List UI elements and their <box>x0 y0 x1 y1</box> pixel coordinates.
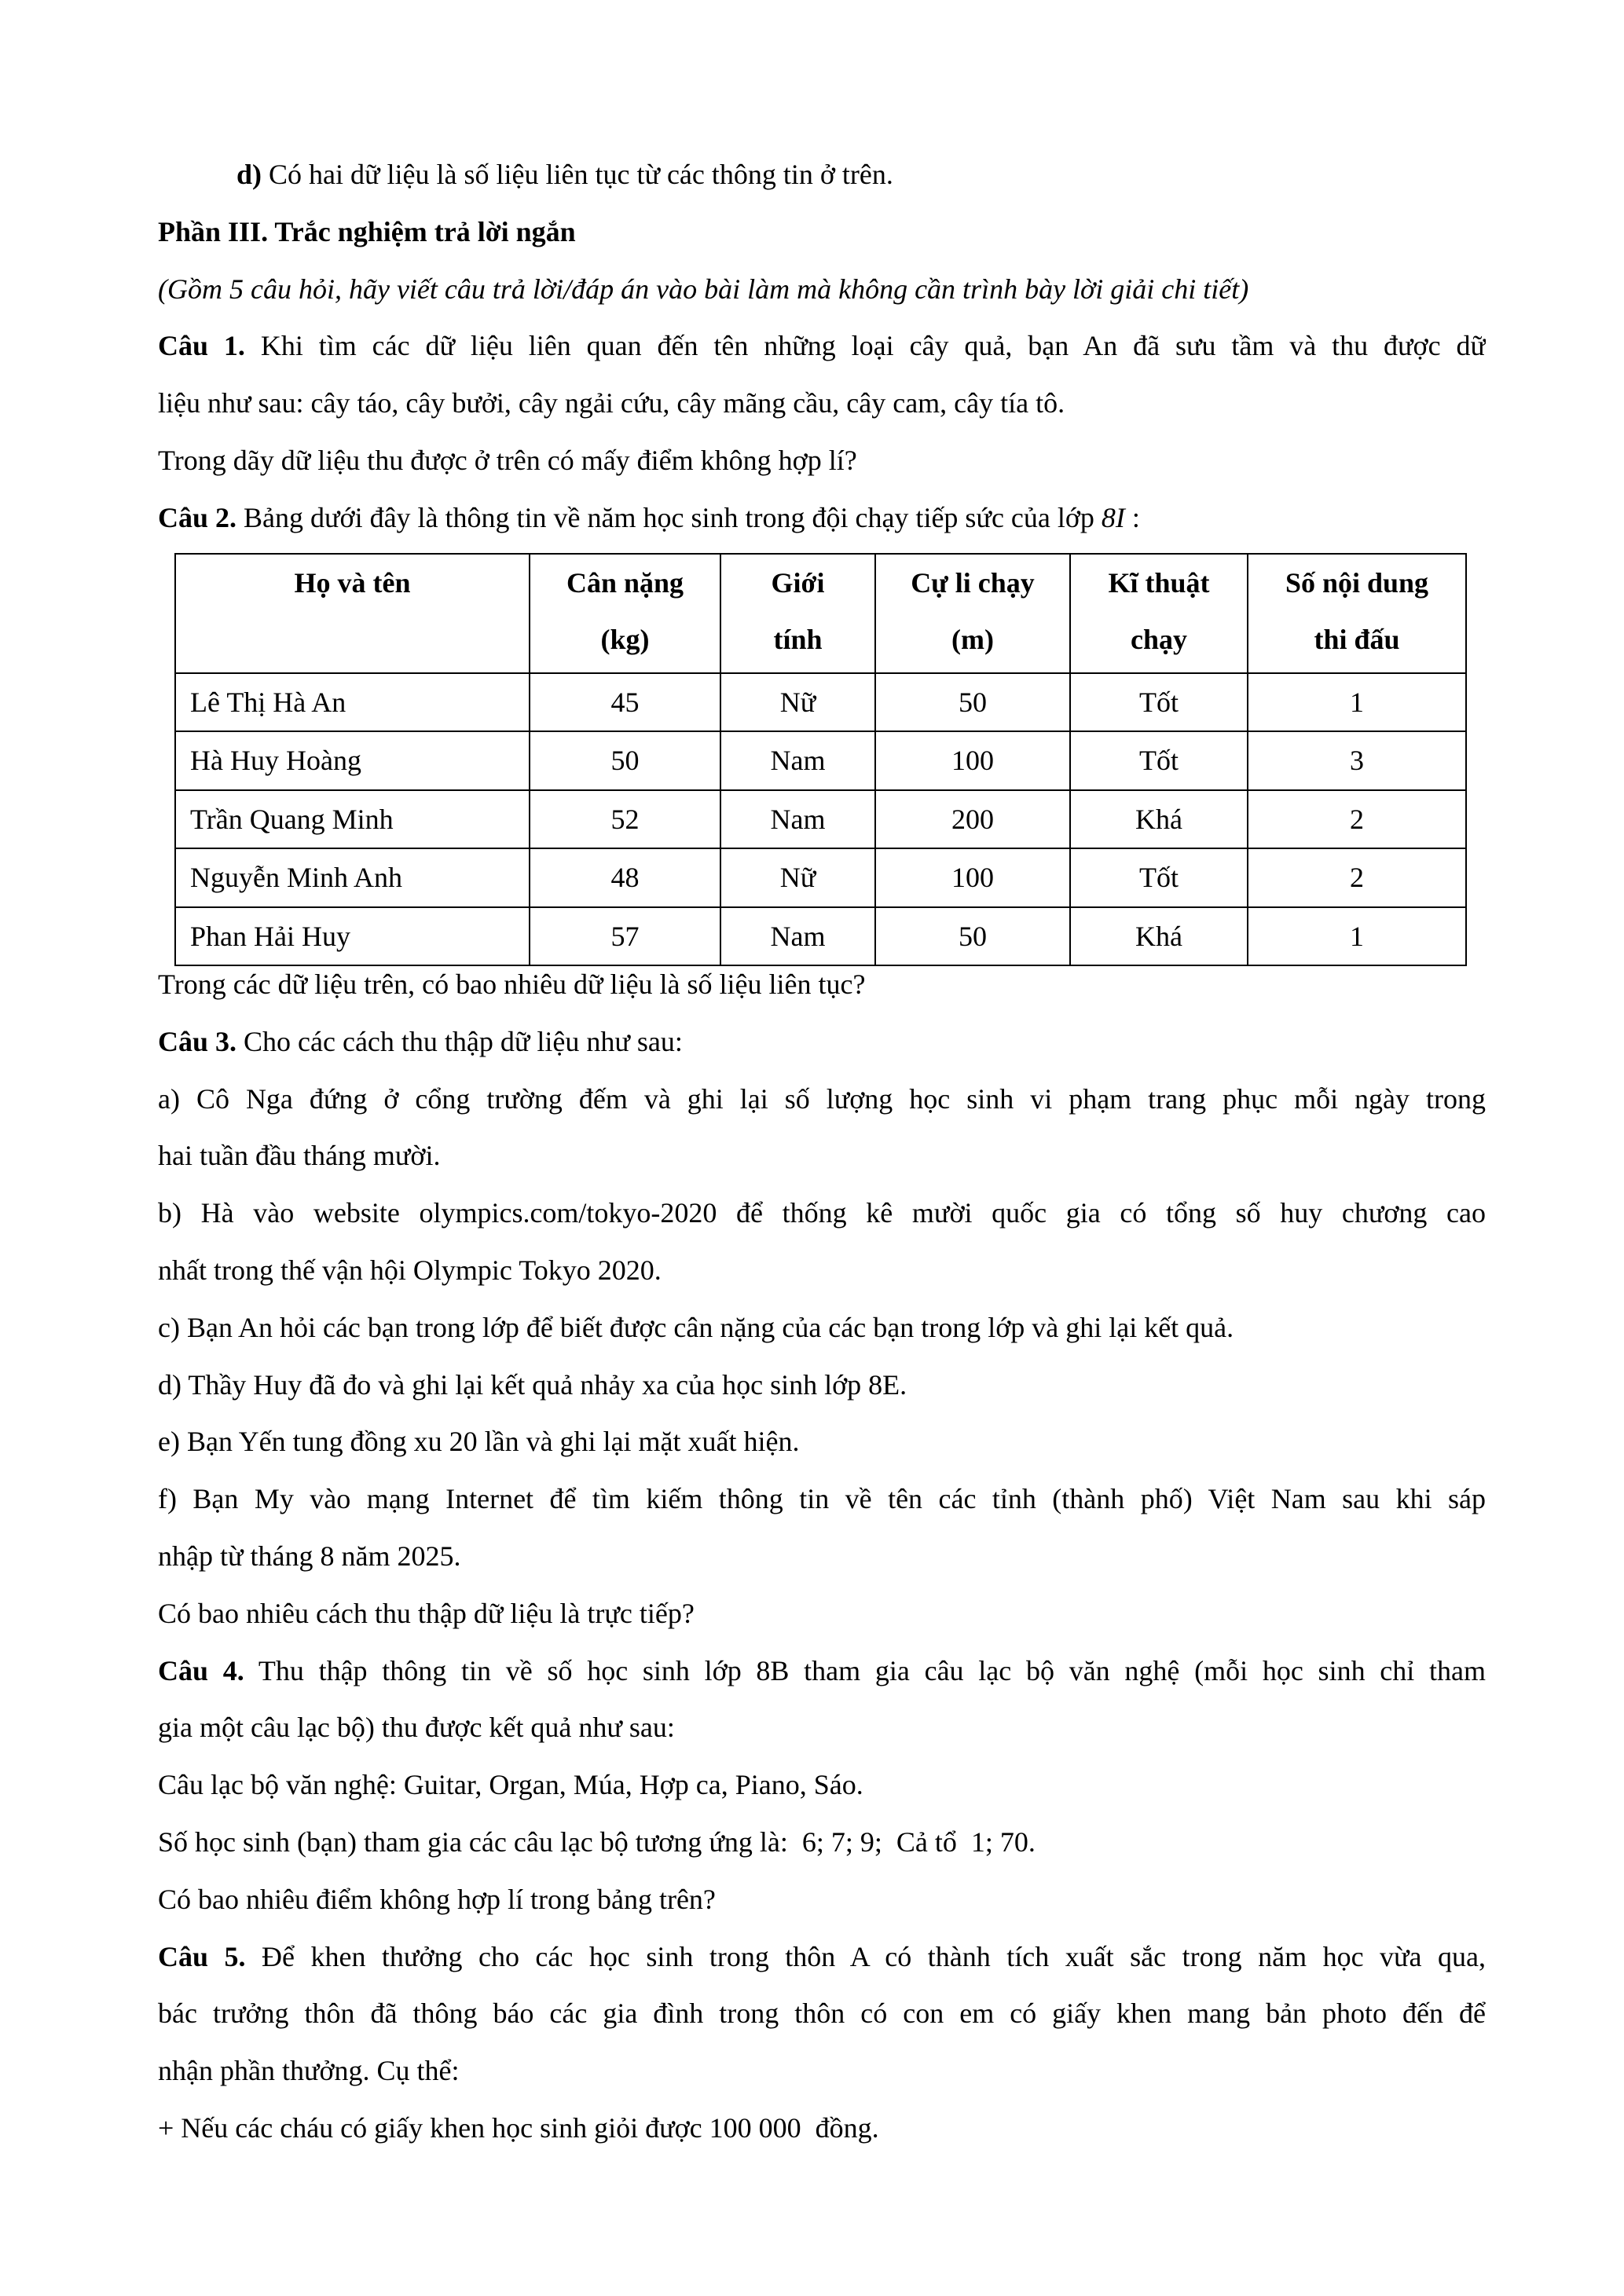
question-3-item-f-line-1: f) Bạn My vào mạng Internet để tìm kiếm thông tin về tên các tỉnh (thành phố) Việt Nam sau khi sáp <box>158 1483 1486 1515</box>
document-page <box>158 146 1486 2157</box>
question-2-intro <box>158 489 1486 547</box>
question-4-line-5: Có bao nhiêu điểm không hợp lí trong bảng trên? <box>158 1883 716 1915</box>
table-row <box>175 673 1466 732</box>
line-text: Thu thập thông tin về số học sinh lớp 8B tham gia câu lạc bộ văn nghệ (mỗi học sinh chỉ tham <box>244 1654 1486 1686</box>
line-text: Để khen thưởng cho các học sinh trong thôn A có thành tích xuất sắc trong năm học vừa qua, <box>245 1940 1486 1972</box>
cell-distance: 100 <box>875 848 1070 907</box>
question-3-intro <box>158 1013 1486 1071</box>
line-text: Cho các cách thu thập dữ liệu như sau: <box>236 1025 683 1057</box>
cell-name: Nguyễn Minh Anh <box>175 848 530 907</box>
question-3-item-e: e) Bạn Yến tung đồng xu 20 lần và ghi lại mặt xuất hiện. <box>158 1426 800 1458</box>
question-1-line-1 <box>158 317 1486 375</box>
question-4-line-2: gia một câu lạc bộ) thu được kết quả như sau: <box>158 1712 675 1744</box>
question-1-line-2: liệu như sau: cây táo, cây bưởi, cây ngải cứu, cây mãng cầu, cây cam, cây tía tô. <box>158 387 1065 419</box>
cell-events: 2 <box>1248 848 1466 907</box>
cell-gender: Nam <box>720 907 875 966</box>
question-5-line-2: bác trưởng thôn đã thông báo các gia đình trong thôn có con em có giấy khen mang bản photo đến để <box>158 1998 1486 2030</box>
table-row <box>175 731 1466 790</box>
cell-weight: 50 <box>530 731 720 790</box>
question-label: Câu 2. <box>158 501 237 533</box>
cell-technique: Tốt <box>1070 673 1248 732</box>
cell-distance: 50 <box>875 907 1070 966</box>
section-title <box>158 203 1486 261</box>
cell-name: Trần Quang Minh <box>175 790 530 849</box>
line-text: Bảng dưới đây là thông tin về năm học sinh trong đội chạy tiếp sức của lớp <box>236 501 1102 533</box>
cell-distance: 100 <box>875 731 1070 790</box>
question-3-question: Có bao nhiêu cách thu thập dữ liệu là trực tiếp? <box>158 1597 695 1629</box>
cell-weight: 57 <box>530 907 720 966</box>
cell-distance: 200 <box>875 790 1070 849</box>
header-events: Số nội dung thi đấu <box>1248 554 1466 673</box>
cell-name: Phan Hải Huy <box>175 907 530 966</box>
section-note <box>158 261 1486 318</box>
line-text: : <box>1124 501 1140 533</box>
question-5-line-3: nhận phần thưởng. Cụ thể: <box>158 2055 460 2087</box>
question-3-item-c: c) Bạn An hỏi các bạn trong lớp để biết được cân nặng của các bạn trong lớp và ghi lại kết quả. <box>158 1311 1234 1343</box>
cell-technique: Tốt <box>1070 848 1248 907</box>
cell-weight: 52 <box>530 790 720 849</box>
question-3-item-a-line-2: hai tuần đầu tháng mười. <box>158 1140 441 1172</box>
header-distance: Cự li chạy (m) <box>875 554 1070 673</box>
cell-name: Hà Huy Hoàng <box>175 731 530 790</box>
header-technique: Kĩ thuật chạy <box>1070 554 1248 673</box>
cell-technique: Khá <box>1070 907 1248 966</box>
section-title-text: Phần III. Trắc nghiệm trả lời ngắn <box>158 215 576 247</box>
question-label: Câu 5. <box>158 1940 246 1972</box>
cell-name: Lê Thị Hà An <box>175 673 530 732</box>
table-row <box>175 790 1466 849</box>
option-d <box>158 146 1486 203</box>
question-3-item-d: d) Thầy Huy đã đo và ghi lại kết quả nhảy xa của học sinh lớp 8E. <box>158 1368 907 1401</box>
question-label: Câu 1. <box>158 330 245 362</box>
cell-gender: Nữ <box>720 848 875 907</box>
cell-technique: Tốt <box>1070 731 1248 790</box>
question-label: Câu 3. <box>158 1025 237 1057</box>
question-1-line-3: Trong dãy dữ liệu thu được ở trên có mấy điểm không hợp lí? <box>158 444 857 476</box>
section-note-text: (Gồm 5 câu hỏi, hãy viết câu trả lời/đáp án vào bài làm mà không cần trình bày lời giải chi tiết) <box>158 273 1249 305</box>
class-name: 8I <box>1101 501 1125 533</box>
header-weight: Cân nặng (kg) <box>530 554 720 673</box>
cell-gender: Nam <box>720 731 875 790</box>
option-text: Có hai dữ liệu là số liệu liên tục từ các thông tin ở trên. <box>262 159 893 190</box>
question-label: Câu 4. <box>158 1654 244 1686</box>
option-label: d) <box>236 159 262 190</box>
question-4-line-4: Số học sinh (bạn) tham gia các câu lạc bộ tương ứng là: 6; 7; 9; Cả tổ 1; 70. <box>158 1826 1036 1858</box>
cell-gender: Nam <box>720 790 875 849</box>
header-gender: Giới tính <box>720 554 875 673</box>
question-3-item-b-line-1: b) Hà vào website olympics.com/tokyo-2020 để thống kê mười quốc gia có tổng số huy chương cao <box>158 1197 1486 1229</box>
table-header-row <box>175 554 1466 673</box>
question-5-line-1 <box>158 1928 1486 1986</box>
question-4-line-1 <box>158 1642 1486 1700</box>
cell-events: 2 <box>1248 790 1466 849</box>
question-5-line-4: + Nếu các cháu có giấy khen học sinh giỏi được 100 000 đồng. <box>158 2112 879 2144</box>
header-name: Họ và tên <box>175 554 530 673</box>
question-3-item-a-line-1: a) Cô Nga đứng ở cổng trường đếm và ghi lại số lượng học sinh vi phạm trang phục mỗi ngày trong <box>158 1082 1486 1115</box>
line-text: Khi tìm các dữ liệu liên quan đến tên những loại cây quả, bạn An đã sưu tầm và thu được dữ <box>244 330 1486 362</box>
cell-technique: Khá <box>1070 790 1248 849</box>
cell-weight: 48 <box>530 848 720 907</box>
table-row <box>175 848 1466 907</box>
cell-events: 3 <box>1248 731 1466 790</box>
cell-events: 1 <box>1248 673 1466 732</box>
relay-team-table <box>174 553 1467 967</box>
cell-weight: 45 <box>530 673 720 732</box>
question-4-line-3: Câu lạc bộ văn nghệ: Guitar, Organ, Múa, Hợp ca, Piano, Sáo. <box>158 1769 863 1801</box>
cell-distance: 50 <box>875 673 1070 732</box>
question-3-item-b-line-2: nhất trong thế vận hội Olympic Tokyo 2020. <box>158 1254 662 1287</box>
cell-events: 1 <box>1248 907 1466 966</box>
question-3-item-f-line-2: nhập từ tháng 8 năm 2025. <box>158 1540 461 1573</box>
question-2-question: Trong các dữ liệu trên, có bao nhiêu dữ liệu là số liệu liên tục? <box>158 969 866 1001</box>
cell-gender: Nữ <box>720 673 875 732</box>
